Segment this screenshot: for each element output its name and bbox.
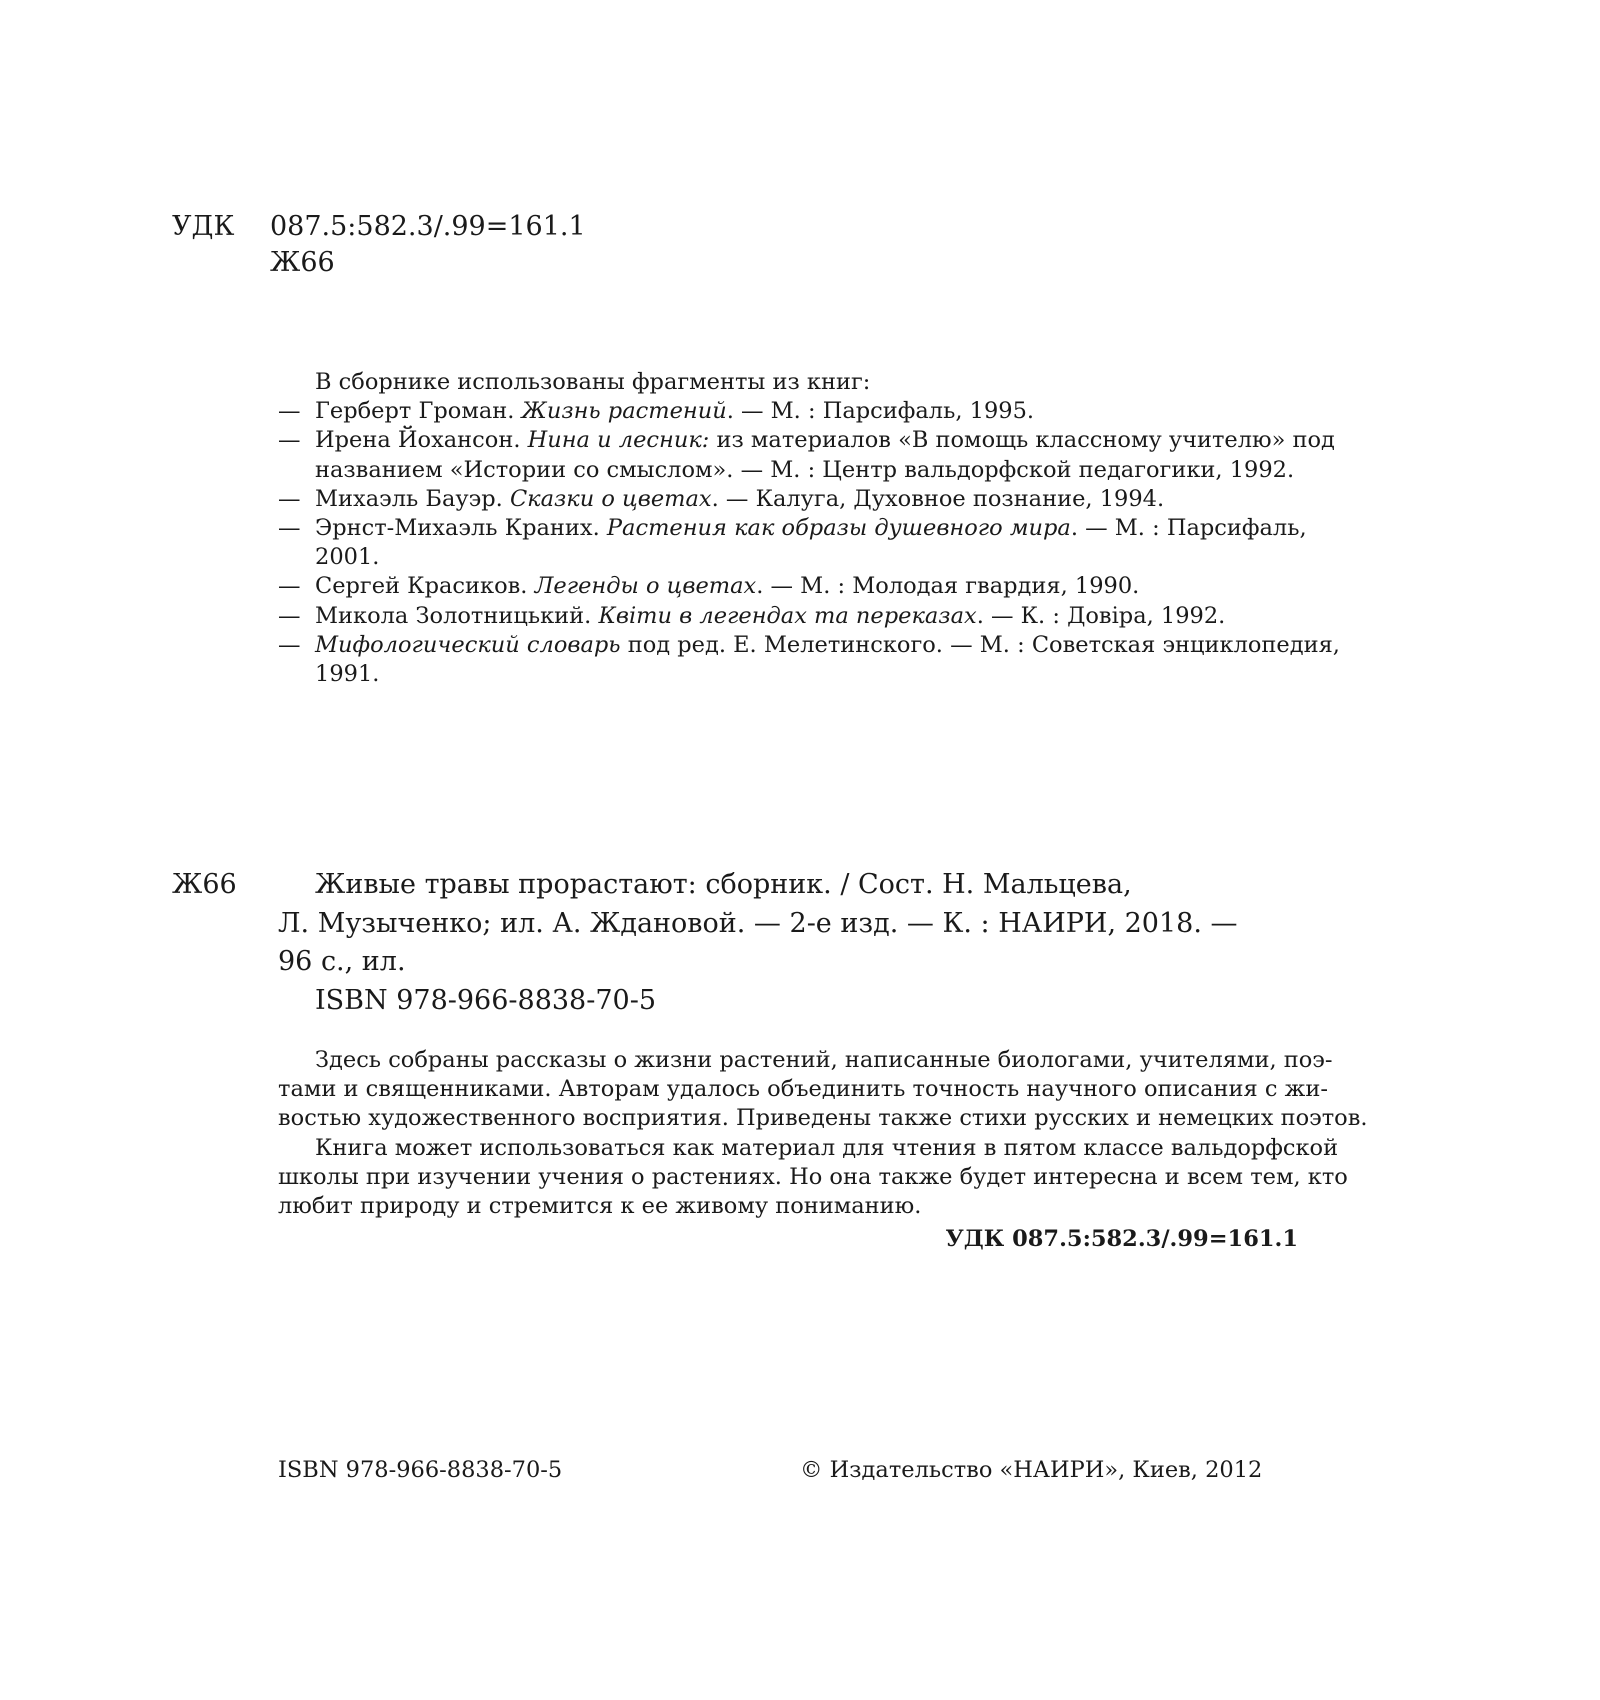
source-author: Герберт Громан. [315,398,522,425]
list-dash: — [278,398,301,425]
source-title: Сказки о цветах [509,485,712,512]
annotation-line: Книга может использоваться как материал для чтения в пятом классе вальдорфской [315,1134,1339,1161]
list-dash: — [278,485,301,512]
source-title: Растения как образы душевного мира [606,515,1071,542]
udk-label: УДК [172,211,235,242]
source-title: Квіти в легендах та переказах [598,602,977,629]
catalog-line: Живые травы прорастают: сборник. / Сост. Н. Мальцева, [315,869,1132,900]
source-item [278,514,1307,572]
source-publication-continued: 1991. [315,661,380,688]
catalog-cutter-mark: Ж66 [172,869,237,900]
list-dash: — [278,515,301,542]
source-publication: . — М. : Молодая гвардия, 1990. [756,573,1140,600]
annotation-line: востью художественного восприятия. Приведены также стихи русских и немецких поэтов. [278,1105,1368,1132]
source-item [278,485,1298,514]
sources-list [278,368,1340,689]
source-author: Микола Золотницький. [315,602,599,629]
source-title: Нина и лесник: [527,427,710,454]
annotation-line: Здесь собраны рассказы о жизни растений, написанные биологами, учителями, поэ- [315,1047,1333,1073]
source-publication: . — Калуга, Духовное познание, 1994. [711,485,1165,512]
list-dash: — [278,573,301,600]
catalog-entry [278,866,1238,1020]
sources-intro: В сборнике использованы фрагменты из книг: [315,369,871,395]
source-author: Михаэль Бауэр. [315,485,510,512]
catalog-line: 96 с., ил. [278,946,406,977]
source-author: Эрнст-Михаэль Краних. [315,515,607,542]
udk-code: 087.5:582.3/.99=161.1 [270,211,586,242]
annotation-line: любит природу и стремится к ее живому пониманию. [278,1193,922,1220]
annotation [278,1046,1368,1254]
source-publication: под ред. Е. Мелетинского. — М. : Советская энциклопедия, [620,631,1340,658]
source-publication-continued: названием «Истории со смыслом». — М. : Центр вальдорфской педагогики, 1992. [315,456,1295,483]
source-item [278,426,1335,484]
annotation-line: тами и священниками. Авторам удалось объединить точность научного описания с жи- [278,1076,1328,1103]
source-publication-continued: 2001. [315,544,380,571]
source-item [278,397,1298,426]
source-author: Ирена Йохансон. [315,427,528,454]
source-publication: . — М. : Парсифаль, [1070,515,1307,542]
source-item [278,572,1298,601]
list-dash: — [278,631,301,658]
udk-cutter-mark: Ж66 [270,247,335,278]
footer-isbn: ISBN 978-966-8838-70-5 [278,1457,563,1483]
source-publication: . — К. : Довіра, 1992. [976,602,1226,629]
source-publication: . — М. : Парсифаль, 1995. [726,398,1035,425]
source-item [278,602,1298,631]
source-title: Жизнь растений [521,398,727,425]
catalog-line: Л. Музыченко; ил. А. Ждановой. — 2-е изд. — К. : НАИРИ, 2018. — [278,907,1238,939]
source-item [278,631,1340,689]
source-author: Сергей Красиков. [315,573,535,600]
list-dash: — [278,427,301,454]
catalog-isbn: ISBN 978-966-8838-70-5 [315,984,657,1016]
annotation-udk: УДК 087.5:582.3/.99=161.1 [945,1226,1298,1253]
annotation-line: школы при изучении учения о растениях. Но она также будет интересна и всем тем, кто [278,1163,1348,1190]
source-title: Мифологический словарь [315,631,621,658]
source-title: Легенды о цветах [534,573,757,600]
footer-copyright: © Издательство «НАИРИ», Киев, 2012 [800,1457,1263,1483]
source-publication: из материалов «В помощь классному учителю» под [709,427,1335,454]
list-dash: — [278,602,301,629]
